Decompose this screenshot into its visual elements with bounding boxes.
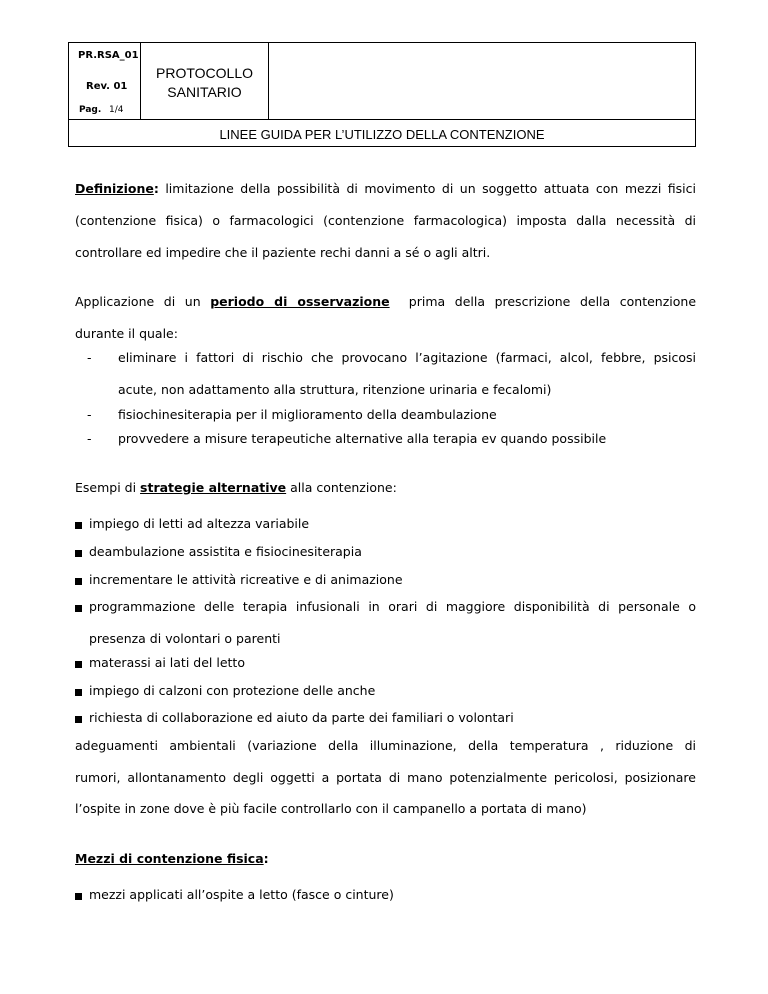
- protocol-line-1: PROTOCOLLO: [156, 65, 253, 81]
- page-label: Pag.: [79, 105, 102, 115]
- observation-emphasis: periodo di osservazione: [210, 294, 390, 309]
- document-title: LINEE GUIDA PER L’UTILIZZO DELLA CONTENZIONE: [219, 127, 545, 142]
- observation-line-1: Applicazione di un periodo di osservazione prima della prescrizione della contenzione: [75, 294, 697, 309]
- bullet-square-icon: [75, 605, 82, 612]
- environment-line-3: l’ospite in zone dove è più facile controllarlo con il campanello a portata di mano): [75, 801, 587, 816]
- observation-line-2: durante il quale:: [75, 326, 178, 341]
- observation-item-2: fisiochinesiterapia per il miglioramento della deambulazione: [118, 407, 497, 422]
- header-table: [68, 42, 696, 147]
- strategy-item-7: richiesta di collaborazione ed aiuto da parte dei familiari o volontari: [89, 710, 514, 725]
- list-dash: -: [87, 431, 92, 446]
- protocol-cell: [141, 43, 269, 119]
- strategy-item-3: incrementare le attività ricreative e di animazione: [89, 572, 403, 587]
- bullet-square-icon: [75, 661, 82, 668]
- bullet-square-icon: [75, 550, 82, 557]
- strategies-heading: Esempi di strategie alternative alla contenzione:: [75, 480, 397, 495]
- doc-code: PR.RSA_01: [78, 50, 139, 61]
- bullet-square-icon: [75, 893, 82, 900]
- observation-item-1: eliminare i fattori di rischio che provocano l’agitazione (farmaci, alcol, febbre, psicosi: [118, 350, 696, 365]
- bullet-square-icon: [75, 689, 82, 696]
- protocol-line-2: SANITARIO: [167, 84, 242, 100]
- strategy-item-4: programmazione delle terapia infusionali in orari di maggiore disponibilità di personale o: [89, 599, 696, 614]
- bullet-square-icon: [75, 716, 82, 723]
- strategy-item-5: materassi ai lati del letto: [89, 655, 245, 670]
- strategies-emphasis: strategie alternative: [140, 480, 287, 495]
- list-dash: -: [87, 350, 92, 365]
- doc-code-cell: [69, 43, 141, 119]
- bullet-square-icon: [75, 522, 82, 529]
- page-number: 1/4: [109, 105, 124, 115]
- definition-line-2: (contenzione fisica) o farmacologici (contenzione farmacologica) imposta dalla necessità di: [75, 213, 696, 228]
- physical-heading: Mezzi di contenzione fisica:: [75, 851, 269, 866]
- strategy-item-1: impiego di letti ad altezza variabile: [89, 516, 310, 531]
- revision: Rev. 01: [86, 81, 128, 92]
- environment-line-1: adeguamenti ambientali (variazione della illuminazione, della temperatura , riduzione di: [75, 738, 696, 753]
- strategy-item-6: impiego di calzoni con protezione delle anche: [89, 683, 376, 698]
- definition-line-3: controllare ed impedire che il paziente rechi danni a sé o agli altri.: [75, 245, 491, 260]
- list-dash: -: [87, 407, 92, 422]
- physical-item-1: mezzi applicati all’ospite a letto (fasce o cinture): [89, 887, 394, 902]
- header-divider: [69, 119, 695, 120]
- strategy-item-4-cont: presenza di volontari o parenti: [89, 631, 281, 646]
- environment-line-2: rumori, allontanamento degli oggetti a portata di mano potenzialmente pericolosi, posizionare: [75, 770, 696, 785]
- definition-label: Definizione: [75, 181, 154, 196]
- definition-line-1: Definizione: limitazione della possibilità di movimento di un soggetto attuata con mezzi fisici: [75, 181, 696, 196]
- observation-item-1-cont: acute, non adattamento alla struttura, ritenzione urinaria e fecalomi): [118, 382, 552, 397]
- bullet-square-icon: [75, 578, 82, 585]
- observation-item-3: provvedere a misure terapeutiche alternative alla terapia ev quando possibile: [118, 431, 607, 446]
- strategy-item-2: deambulazione assistita e fisiocinesiterapia: [89, 544, 362, 559]
